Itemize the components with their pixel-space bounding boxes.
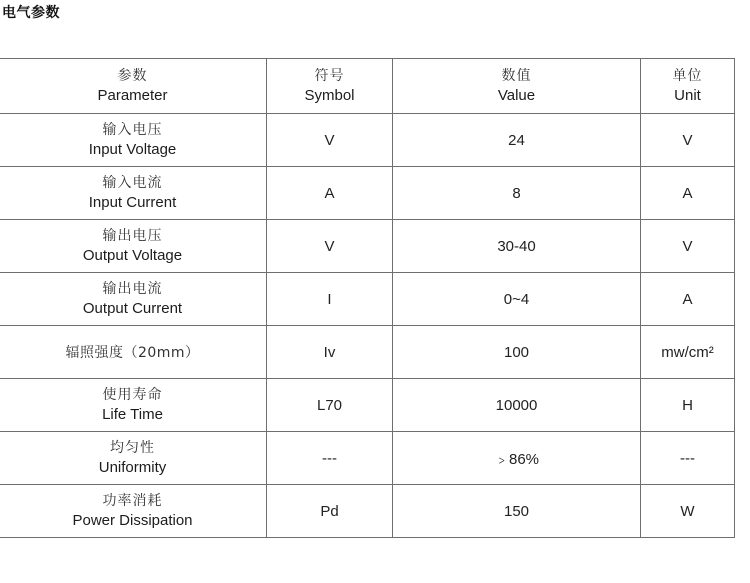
param-cell xyxy=(0,326,267,379)
symbol-cell: --- xyxy=(267,432,393,485)
unit-cell: W xyxy=(641,485,735,538)
header-row xyxy=(0,59,735,114)
electrical-parameters-table xyxy=(0,58,735,538)
param-cn: 均匀性 xyxy=(110,440,155,456)
value-cell: 100 xyxy=(393,326,641,379)
header-unit xyxy=(641,59,735,114)
unit-cell: H xyxy=(641,379,735,432)
header-unit-cn: 单位 xyxy=(672,68,703,84)
header-symbol-en: Symbol xyxy=(304,87,355,104)
symbol-cell: Iv xyxy=(267,326,393,379)
unit-cell: V xyxy=(641,114,735,167)
param-cell xyxy=(0,220,267,273)
table-row xyxy=(0,326,735,379)
header-parameter xyxy=(0,59,267,114)
header-symbol-cn: 符号 xyxy=(314,68,345,84)
table-row xyxy=(0,379,735,432)
table-row xyxy=(0,167,735,220)
param-en: Input Voltage xyxy=(88,141,177,158)
unit-cell: A xyxy=(641,273,735,326)
header-value xyxy=(393,59,641,114)
table-row xyxy=(0,485,735,538)
param-en: Uniformity xyxy=(98,459,167,476)
param-en: Input Current xyxy=(88,194,177,211)
unit-cell: V xyxy=(641,220,735,273)
param-cell xyxy=(0,273,267,326)
value-cell: 150 xyxy=(393,485,641,538)
value-cell: 10000 xyxy=(393,379,641,432)
header-value-en: Value xyxy=(497,87,536,104)
param-en: Output Voltage xyxy=(82,247,183,264)
table-row xyxy=(0,273,735,326)
param-cell xyxy=(0,167,267,220)
table-row xyxy=(0,114,735,167)
page-title: 电气参数 xyxy=(2,5,60,21)
param-cell xyxy=(0,432,267,485)
value-cell: ﹥86% xyxy=(393,432,641,485)
param-cell xyxy=(0,114,267,167)
param-cn: 输出电压 xyxy=(102,228,163,244)
header-value-cn: 数值 xyxy=(501,68,532,84)
unit-cell: --- xyxy=(641,432,735,485)
param-en: Power Dissipation xyxy=(72,512,193,529)
param-single: 辐照强度（20mm） xyxy=(65,345,200,361)
param-cn: 输入电流 xyxy=(102,175,163,191)
header-parameter-cn: 参数 xyxy=(117,68,148,84)
symbol-cell: A xyxy=(267,167,393,220)
param-cn: 功率消耗 xyxy=(102,493,163,509)
symbol-cell: V xyxy=(267,220,393,273)
table-row xyxy=(0,220,735,273)
value-cell: 8 xyxy=(393,167,641,220)
unit-cell: A xyxy=(641,167,735,220)
param-cell xyxy=(0,379,267,432)
value-cell: 0~4 xyxy=(393,273,641,326)
symbol-cell: I xyxy=(267,273,393,326)
value-cell: 30-40 xyxy=(393,220,641,273)
param-en: Output Current xyxy=(82,300,183,317)
param-cn: 输出电流 xyxy=(102,281,163,297)
header-unit-en: Unit xyxy=(674,87,701,104)
header-parameter-en: Parameter xyxy=(97,87,168,104)
header-symbol xyxy=(267,59,393,114)
symbol-cell: V xyxy=(267,114,393,167)
param-en: Life Time xyxy=(102,406,163,423)
param-cn: 使用寿命 xyxy=(102,387,163,403)
param-cn: 输入电压 xyxy=(102,122,163,138)
unit-cell: mw/cm² xyxy=(641,326,735,379)
symbol-cell: L70 xyxy=(267,379,393,432)
table-row xyxy=(0,432,735,485)
symbol-cell: Pd xyxy=(267,485,393,538)
value-cell: 24 xyxy=(393,114,641,167)
param-cell xyxy=(0,485,267,538)
